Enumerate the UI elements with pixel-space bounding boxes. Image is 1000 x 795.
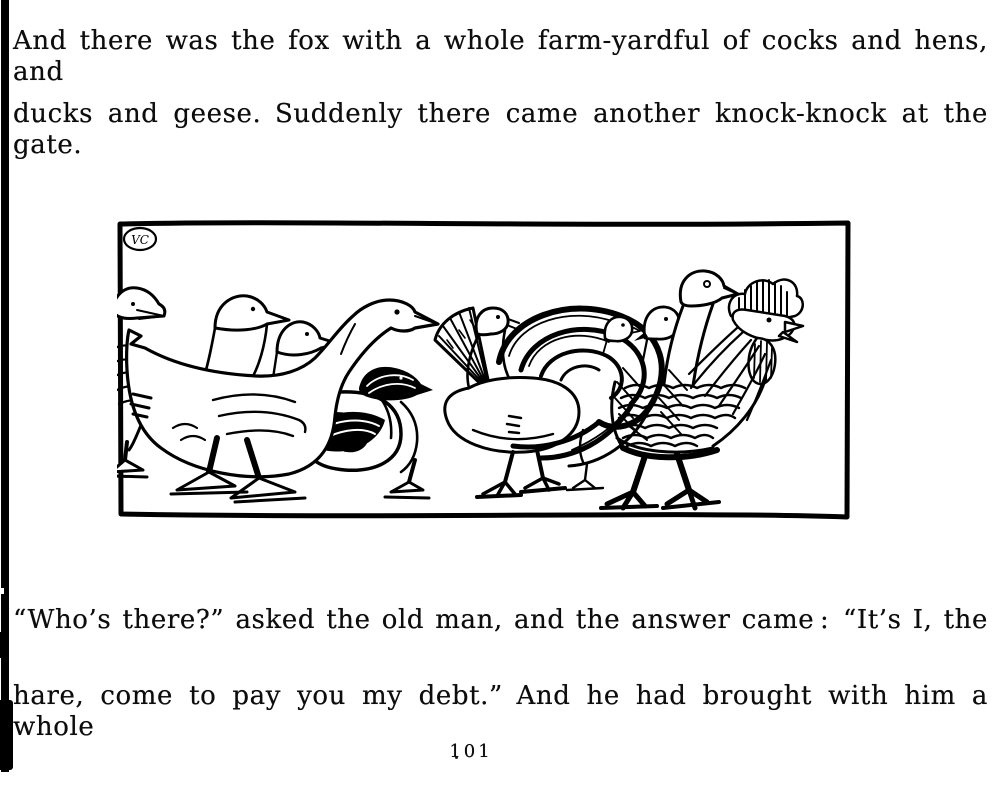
paragraph-top-line-1: And there was the fox with a whole farm-yardful of cocks and hens, and [13,26,988,88]
artist-monogram: VC [131,233,149,247]
page-number: 101 [449,741,493,762]
paragraph-bottom-line-1: “Who’s there?” asked the old man, and the answer came : “It’s I, the [13,605,988,635]
farmyard-illustration-canvas [117,220,853,523]
paragraph-bottom-line-2: hare, come to pay you my debt.” And he had brought with him a whole [13,681,988,743]
farmyard-illustration [117,220,853,523]
binding-edge-notch [0,632,5,658]
artist-monogram-oval [124,228,156,250]
binding-edge-blob [0,700,13,770]
binding-edge-gap [1,588,4,594]
paragraph-top-line-2: ducks and geese. Suddenly there came another knock-knock at the gate. [13,99,988,161]
